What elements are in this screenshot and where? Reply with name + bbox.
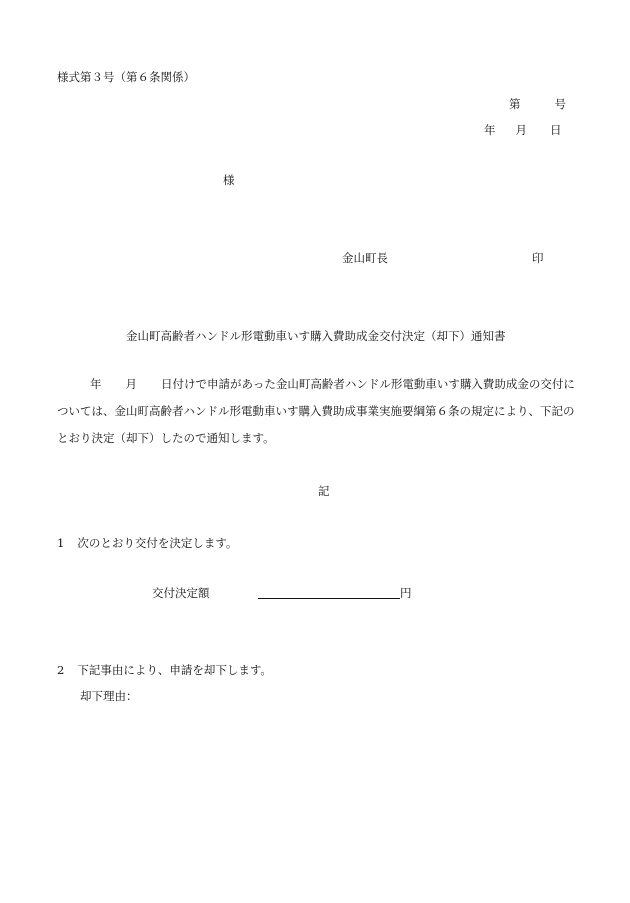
amount-blank-line [258,598,400,599]
date-day: 日 [550,123,562,137]
body-line-2: ついては、金山町高齢者ハンドル形電動車いす購入費助成事業実施要綱第６条の規定により、下記の [57,404,575,418]
doc-number-prefix: 第 [509,97,521,111]
item-1-text: 次のとおり交付を決定します。 [77,536,238,550]
body-line-3: とおり決定（却下）したので通知します。 [57,431,275,445]
issue-date [484,122,562,138]
body-year: 年 [90,377,102,391]
item-2 [57,662,272,678]
item-1 [57,535,237,551]
form-number: 様式第３号（第６条関係） [57,70,195,84]
doc-number-suffix: 号 [554,97,566,111]
reason-label: 却下理由： [80,689,138,703]
sender-title: 金山町長 [342,251,388,265]
addressee: 様 [223,173,235,187]
item-2-number: 2 [57,663,65,677]
date-month: 月 [515,123,527,137]
item-2-text: 下記事由により、申請を却下します。 [77,663,272,677]
amount-unit: 円 [400,586,412,600]
document-number [509,96,566,112]
amount-label: 交付決定額 [152,586,210,600]
body-line1-rest: 日付けで申請があった金山町高齢者ハンドル形電動車いす購入費助成金の交付に [161,377,575,391]
item-1-number: 1 [57,536,65,550]
ki-heading: 記 [318,484,330,498]
seal-mark: 印 [532,251,544,265]
date-year: 年 [484,123,496,137]
body-paragraph [57,371,595,452]
body-line-1 [57,371,595,398]
document-title: 金山町高齢者ハンドル形電動車いす購入費助成金交付決定（却下）通知書 [126,329,506,343]
body-month: 月 [125,377,137,391]
